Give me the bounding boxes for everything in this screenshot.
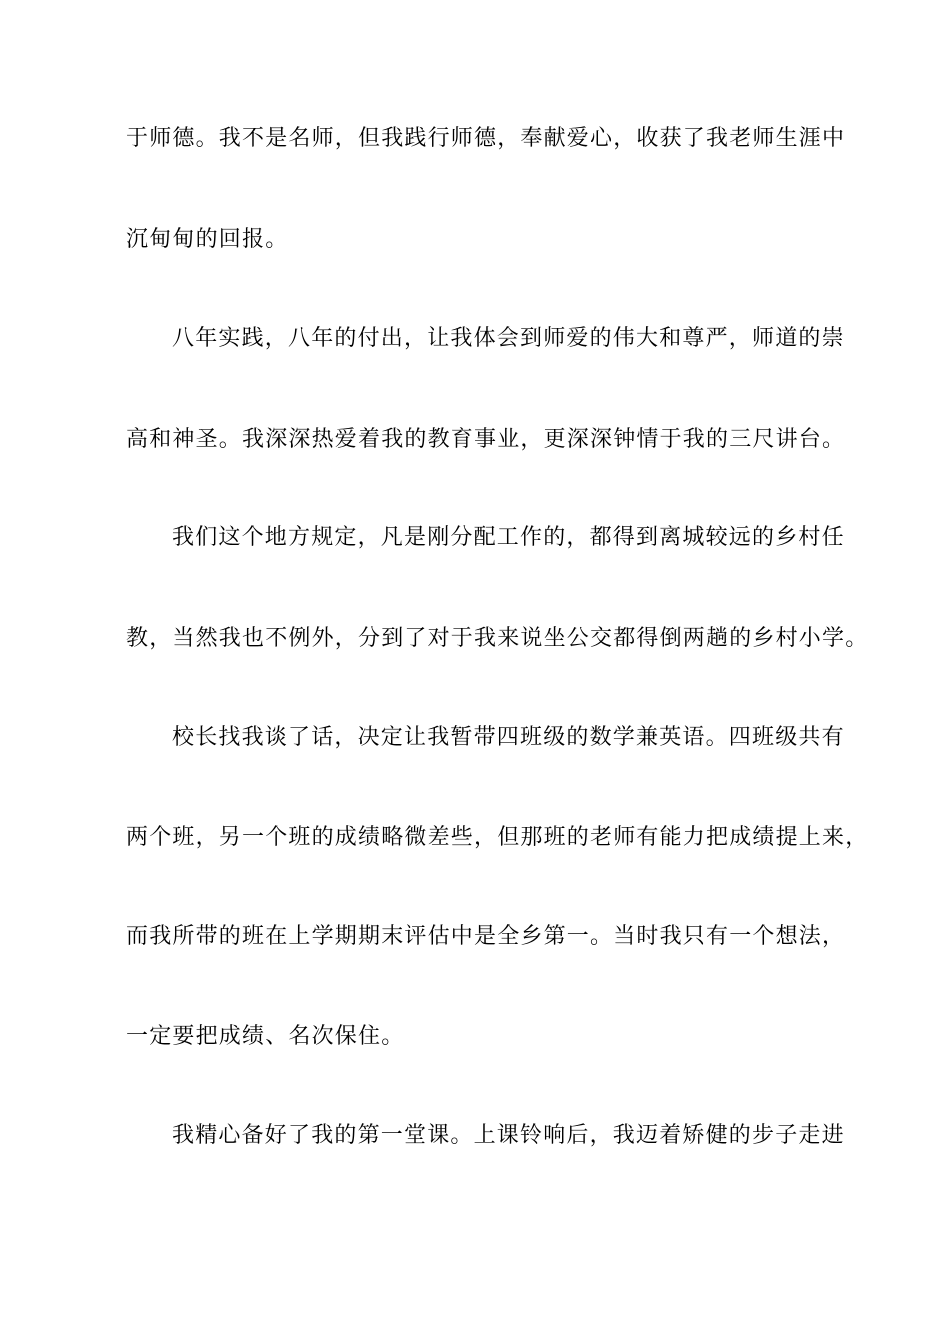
text-line: 沉甸甸的回报。 xyxy=(126,227,289,252)
paragraph-start-line: 校长找我谈了话，决定让我暂带四班级的数学兼英语。四班级共有 xyxy=(172,725,845,750)
text-line: 一定要把成绩、名次保住。 xyxy=(126,1024,405,1049)
text-line: 教，当然我也不例外，分到了对于我来说坐公交都得倒两趟的乡村小学。 xyxy=(126,626,869,651)
paragraph-start-line: 我精心备好了我的第一堂课。上课铃响后，我迈着矫健的步子走进 xyxy=(172,1123,845,1148)
text-line: 两个班，另一个班的成绩略微差些，但那班的老师有能力把成绩提上来， xyxy=(126,825,869,850)
text-line: 于师德。我不是名师，但我践行师德，奉献爱心，收获了我老师生涯中 xyxy=(126,126,846,151)
text-line: 高和神圣。我深深热爱着我的教育事业，更深深钟情于我的三尺讲台。 xyxy=(126,427,846,452)
text-line: 而我所带的班在上学期期末评估中是全乡第一。当时我只有一个想法， xyxy=(126,924,846,949)
paragraph-start-line: 我们这个地方规定，凡是刚分配工作的，都得到离城较远的乡村任 xyxy=(172,525,845,550)
paragraph-start-line: 八年实践，八年的付出，让我体会到师爱的伟大和尊严，师道的崇 xyxy=(172,326,845,351)
